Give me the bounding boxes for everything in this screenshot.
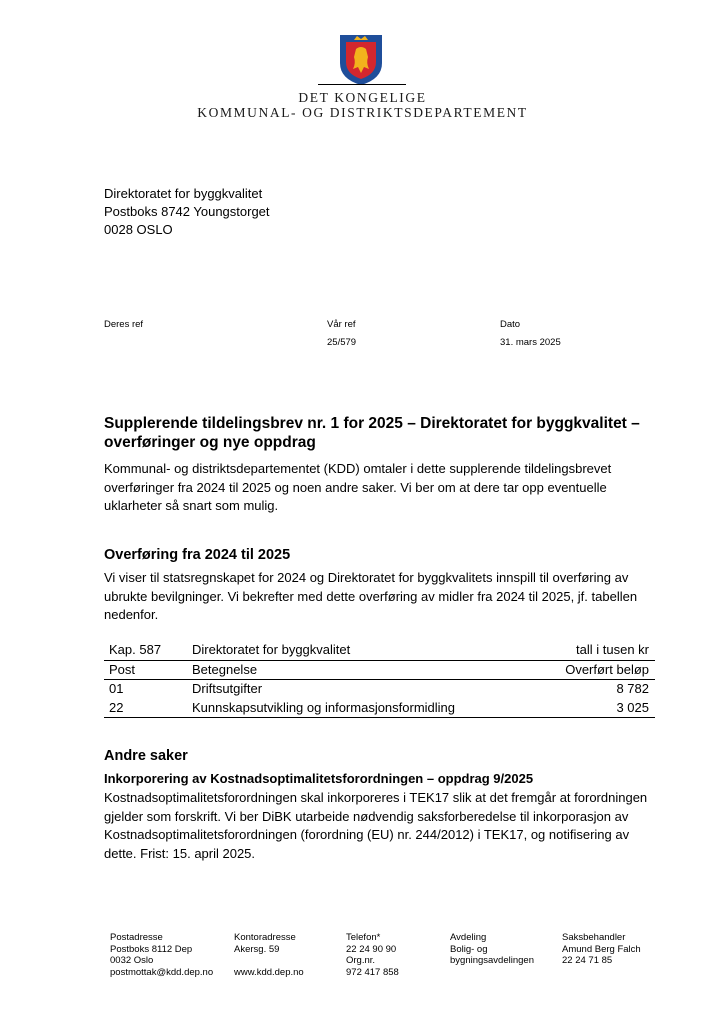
- footer-kontor-web[interactable]: www.kdd.dep.no: [234, 966, 304, 978]
- var-ref-label: Vår ref: [327, 319, 356, 330]
- deres-ref-label: Deres ref: [104, 319, 144, 330]
- recipient-name: Direktoratet for byggkvalitet: [104, 186, 263, 201]
- footer-saksbehandler: [562, 932, 641, 967]
- row-amount: 8 782: [616, 681, 649, 696]
- table-row: [104, 699, 655, 718]
- letterhead-rule: [318, 84, 406, 85]
- section-text-overforing: Vi viser til statsregnskapet for 2024 og Direktoratet for byggkvalitets innspill til overføring av ubrukte bevilgninger. Vi bekrefter med dette overføring av midler fra 2024 til 2025, jf. tabellen nedenfor.: [104, 570, 638, 622]
- footer-post-label: Postadresse: [110, 932, 163, 943]
- dato-value: 31. mars 2025: [500, 337, 561, 348]
- footer-avdeling-line2: bygningsavdelingen: [450, 955, 534, 966]
- dato-label: Dato: [500, 319, 521, 330]
- footer-postadresse: [110, 932, 213, 978]
- table-header-row: [104, 641, 655, 660]
- row-name: Kunnskapsutvikling og informasjonsformidling: [192, 699, 537, 718]
- footer-telefon-line1: 22 24 90 90: [346, 943, 397, 955]
- kap-number: Kap. 587: [104, 641, 192, 660]
- footer-kontor-line1: Akersg. 59: [234, 943, 280, 955]
- footer-post-line2: 0032 Oslo: [110, 955, 154, 966]
- ministry-name-line1: DET KONGELIGE: [298, 90, 427, 105]
- transfer-table: [104, 641, 655, 718]
- col-betegnelse: Betegnelse: [192, 660, 537, 680]
- footer-saksbehandler-label: Saksbehandler: [562, 932, 626, 943]
- footer-kontoradresse: [234, 932, 304, 978]
- footer-kontor-label: Kontoradresse: [234, 932, 296, 943]
- footer-avdeling-line1: Bolig- og: [450, 943, 488, 955]
- footer-kontor-spacer: [234, 955, 304, 967]
- table-column-header-row: [104, 660, 655, 680]
- intro-paragraph: Kommunal- og distriktsdepartementet (KDD) omtaler i dette supplerende tildelingsbrevet overføringer fra 2024 til 2025 og noen andre saker. Vi ber om at dere tar opp eventuelle uklarheter så snart som mulig.: [104, 461, 612, 513]
- footer-post-line1: Postboks 8112 Dep: [110, 943, 193, 955]
- letter-title: Supplerende tildelingsbrev nr. 1 for 2025 – Direktoratet for byggkvalitet – overføringer og nye oppdrag: [104, 415, 640, 451]
- var-ref-value: 25/579: [327, 337, 357, 348]
- ministry-name-line2: KOMMUNAL- OG DISTRIKTSDEPARTEMENT: [197, 105, 528, 120]
- footer-telefon: [346, 932, 399, 978]
- section-heading-andre-saker: Andre saker: [104, 748, 188, 764]
- subheading-inkorporering: Inkorporering av Kostnadsoptimalitetsforordningen – oppdrag 9/2025: [104, 771, 534, 786]
- footer-telefon-label: Telefon*: [346, 932, 381, 943]
- footer-telefon-line2: Org.nr.: [346, 955, 376, 966]
- footer-saksbehandler-line1: Amund Berg Falch: [562, 943, 641, 955]
- table-row: [104, 680, 655, 699]
- coat-of-arms-logo: [338, 33, 384, 86]
- recipient-postbox: Postboks 8742 Youngstorget: [104, 204, 270, 219]
- col-belop: Overført beløp: [537, 660, 655, 680]
- footer-telefon-line3: 972 417 858: [346, 966, 399, 978]
- col-post: Post: [104, 660, 192, 680]
- footer-avdeling-label: Avdeling: [450, 932, 487, 943]
- section-heading-overforing: Overføring fra 2024 til 2025: [104, 547, 291, 563]
- section-text-inkorporering: Kostnadsoptimalitetsforordningen skal inkorporeres i TEK17 slik at det fremgår at forordningen gjelder som forskrift. Vi ber DiBK utarbeide nødvendig saksforberedelse til inkorporasjon av Kostnadsoptimalitetsforordningen (forordning (EU) nr. 244/2012) i TEK17, og notifisering av dette. Frist: 15. april 2025.: [104, 790, 648, 861]
- unit-label: tall i tusen kr: [537, 641, 655, 660]
- kap-name: Direktoratet for byggkvalitet: [192, 641, 537, 660]
- row-name: Driftsutgifter: [192, 681, 263, 696]
- row-amount: 3 025: [537, 699, 655, 718]
- footer-avdeling: [450, 932, 534, 967]
- row-post: 22: [104, 699, 192, 718]
- row-post: 01: [109, 681, 124, 696]
- recipient-city: 0028 OSLO: [104, 222, 173, 237]
- footer-saksbehandler-line2: 22 24 71 85: [562, 955, 613, 966]
- footer-post-email[interactable]: postmottak@kdd.dep.no: [110, 966, 214, 978]
